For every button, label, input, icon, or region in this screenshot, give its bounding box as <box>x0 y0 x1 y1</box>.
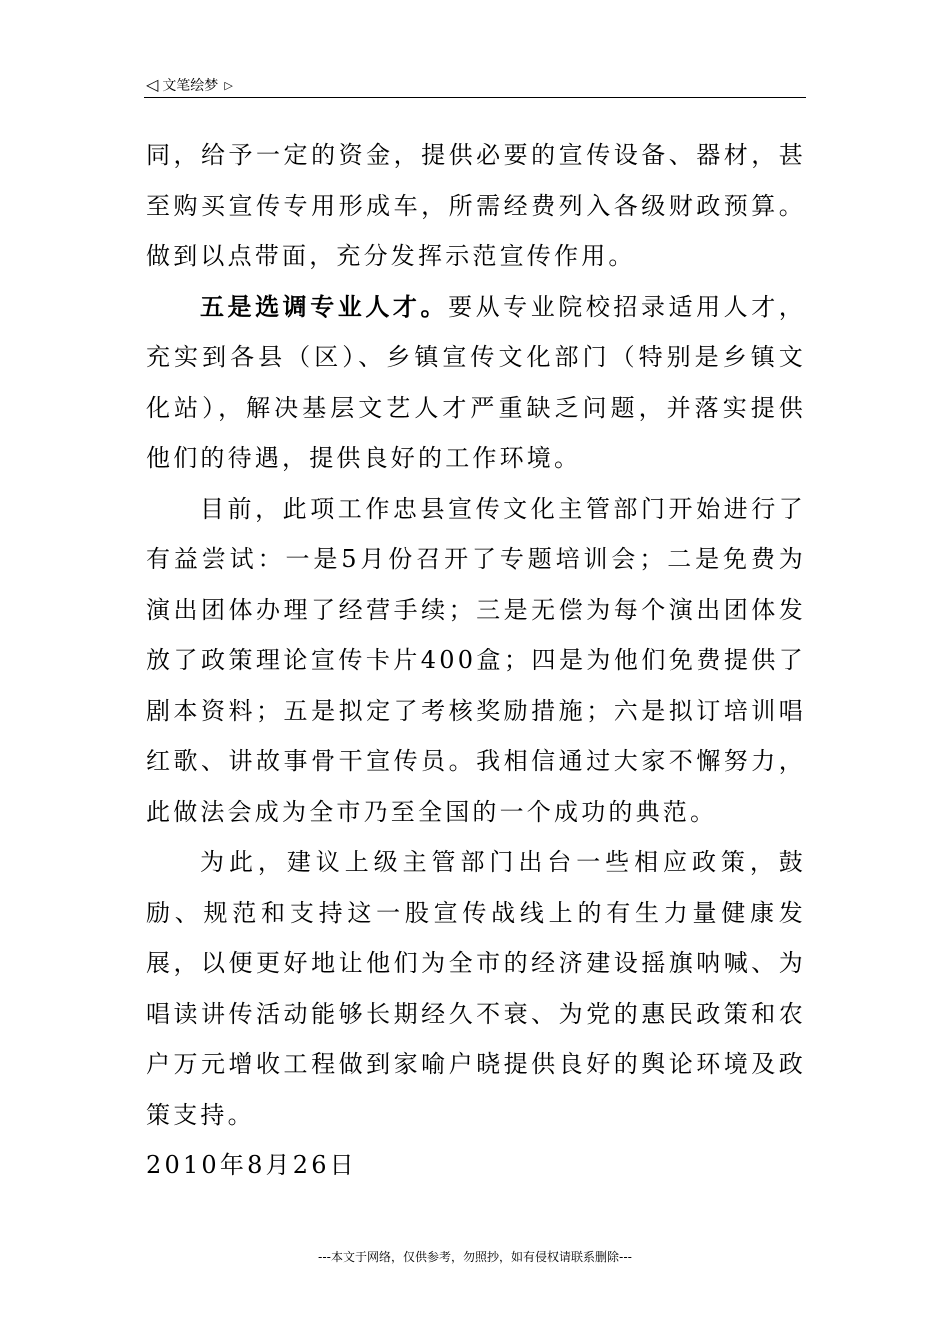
page-footer: ---本文于网络，仅供参考，勿照抄，如有侵权请联系删除--- <box>318 1250 632 1264</box>
paragraph-text: 目前，此项工作忠县宣传文化主管部门开始进行了有益尝试：一是5月份召开了专题培训会；二是免费为演出团体办理了经营手续；三是无偿为每个演出团体发放了政策理论宣传卡片400盒；四是为他们免费提供了剧本资料；五是拟定了考核奖励措施；六是拟订培训唱红歌、讲故事骨干宣传员。我相信通过大家不懈努力，此做法会成为全市乃至全国的一个成功的典范。 <box>146 494 806 826</box>
paragraph-text: 同，给予一定的资金，提供必要的宣传设备、器材，甚至购买宣传专用形成车，所需经费列入各级财政预算。做到以点带面，充分发挥示范宣传作用。 <box>146 141 806 270</box>
triangle-right-icon: ▷ <box>224 78 233 92</box>
triangle-left-icon: ◁ <box>146 75 159 94</box>
paragraph-3 <box>146 484 806 838</box>
paragraph-4 <box>146 837 806 1140</box>
paragraph-2 <box>146 282 806 484</box>
page-header <box>146 74 233 96</box>
paragraph-lead: 五是选调专业人才。 <box>200 292 449 321</box>
paragraph-1 <box>146 130 806 282</box>
paragraph-text: 要从专业院校招录适用人才，充实到各县（区）、乡镇宣传文化部门（特别是乡镇文化站），解决基层文艺人才严重缺乏问题，并落实提供他们的待遇，提供良好的工作环境。 <box>146 292 806 472</box>
document-body <box>146 130 806 1191</box>
header-divider <box>144 97 806 98</box>
header-title: 文笔绘梦 <box>162 78 219 94</box>
document-date: 2010年8月26日 <box>146 1151 357 1179</box>
paragraph-text: 为此，建议上级主管部门出台一些相应政策，鼓励、规范和支持这一股宣传战线上的有生力量健康发展，以便更好地让他们为全市的经济建设摇旗呐喊、为唱读讲传活动能够长期经久不衰、为党的惠民政策和农户万元增收工程做到家喻户晓提供良好的舆论环境及政策支持。 <box>146 848 806 1129</box>
